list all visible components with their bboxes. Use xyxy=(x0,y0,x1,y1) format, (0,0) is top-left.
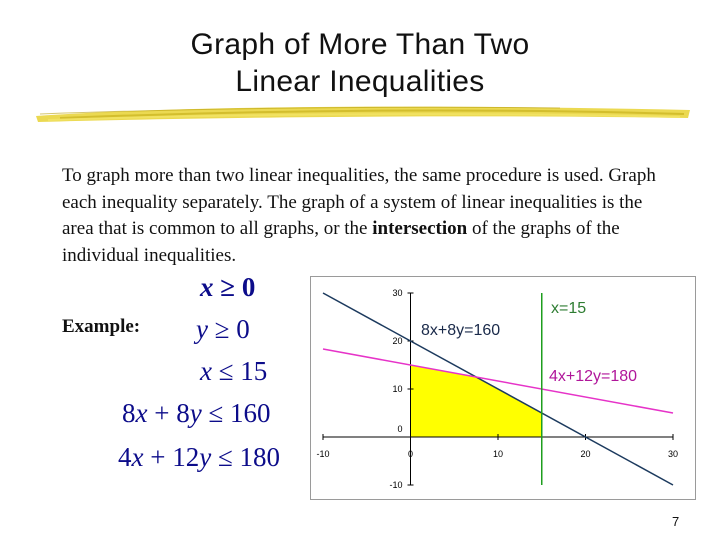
paragraph-bold-intersection: intersection xyxy=(372,218,468,239)
x-tick-label: 10 xyxy=(492,449,504,459)
inequality-4x-12y-le-180: 4x + 12y ≤ 180 xyxy=(118,442,281,472)
example-label: Example: xyxy=(62,316,141,337)
inequality-y-ge-0: y ≥ 0 xyxy=(196,314,250,344)
y-tick-label: 20 xyxy=(392,336,403,346)
feasible-region xyxy=(411,365,542,437)
x-tick-label: 20 xyxy=(580,449,591,459)
title-underline-brush xyxy=(0,98,720,128)
page-number: 7 xyxy=(672,514,680,529)
label-4x-12y-180: 4x+12y=180 xyxy=(549,368,638,385)
x-tick-label: 30 xyxy=(667,449,679,459)
body-paragraph xyxy=(62,163,662,269)
x-tick-label: -10 xyxy=(316,449,330,459)
label-8x-8y-160: 8x+8y=160 xyxy=(421,322,501,339)
inequality-graph xyxy=(311,277,695,499)
inequality-8x-8y-le-160: 8x + 8y ≤ 160 xyxy=(122,398,271,428)
y-tick-label: 30 xyxy=(392,288,403,298)
inequality-x-le-15: x ≤ 15 xyxy=(200,356,268,386)
y-tick-label: -10 xyxy=(389,480,403,490)
slide-title-line1: Graph of More Than Two xyxy=(190,28,530,61)
inequality-x-ge-0: x ≥ 0 xyxy=(196,272,261,303)
paragraph-text-part2: of the graphs of the individual inequalities. xyxy=(62,218,620,266)
y-tick-label: 10 xyxy=(392,384,403,394)
label-x-15: x=15 xyxy=(551,300,587,317)
x-tick-label: 0 xyxy=(407,449,414,459)
y-tick-label: 0 xyxy=(397,424,403,434)
graph-panel xyxy=(310,276,696,500)
paragraph-text-part1: To graph more than two linear inequalities, the same procedure is used. Graph each inequality separately. The graph of a system of linear inequalities is the area that is common to all graphs, or the xyxy=(62,165,656,239)
slide-title-line2: Linear Inequalities xyxy=(235,65,485,98)
